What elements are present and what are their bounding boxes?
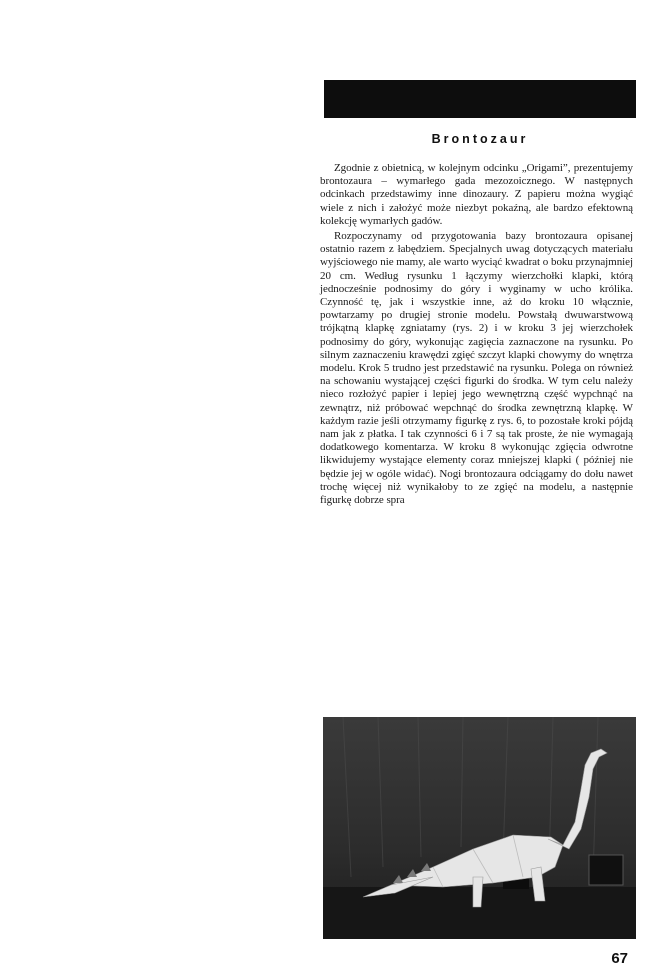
paragraph-instructions: Rozpoczynamy od przygotowania bazy brontozaura opisanej ostatnio razem z łabędziem. Specjalnych uwag dotyczących materiału wyjściowego nie mamy, ale warto wyciąć kwadrat o boku przynajmniej 20 cm. Według rysunku 1 łączymy wierzchołki klapki, którą jednocześnie podnosimy do góry i wyginamy w ucho królika. Czynność tę, jak i wszystkie inne, aż do kroku 10 włącznie, powtarzamy po drugiej stronie modelu. Powstałą dwuwarstwową trójkątną klapkę zgniatamy (rys. 2) i w kroku 3 jej wierzchołek podnosimy do góry, wykonując zagięcia zaznaczone na rysunku. Po silnym zaznaczeniu krawędzi zgięć szczyt klapki chowymy do wnętrza modelu. Krok 5 trudno jest przedstawić na rysunku. Polega on również na schowaniu wystającej części figurki do środka. W tym celu należy nieco rozłożyć papier i lepiej jego wewnętrzną część wypchnąć na zewnątrz, niż próbować wepchnąć do środka zewnętrzną klapkę. W każdym razie jeśli otrzymamy figurkę z rys. 6, to pozostałe kroki pójdą nam jak z płatka. I tak czynności 6 i 7 są tak proste, że nie wymagają dodatkowego komentarza. W kroku 8 wykonując zgięcia odwrotne likwidujemy wystające elementy coraz mniejszej klapki ( później nie będzie jej w ogóle widać). Nogi brontozaura odciągamy do dołu nawet trochę więcej niż wynikałoby to ze zgięć na modelu, a następnie figurkę dobrze spra <box>320 230 633 507</box>
brontosaurus-origami-photo <box>323 717 636 939</box>
article-title: Brontozaur <box>431 132 529 146</box>
header-bar <box>324 80 636 118</box>
paragraph-intro: Zgodnie z obietnicą, w kolejnym odcinku „Origami”, prezentujemy brontozaura – wymarłego gada mezozoicznego. W następnych odcinkach przedstawimy inne dinozaury. Z papieru można wygiąć wiele z nich i założyć może niezbyt pokaźną, ale bardzo efektowną kolekcję wymarłych gadów. <box>320 162 633 227</box>
small-box <box>589 855 623 885</box>
origami-photo-image <box>323 717 636 939</box>
page-number: 67 <box>611 950 628 967</box>
article-body <box>320 162 633 507</box>
